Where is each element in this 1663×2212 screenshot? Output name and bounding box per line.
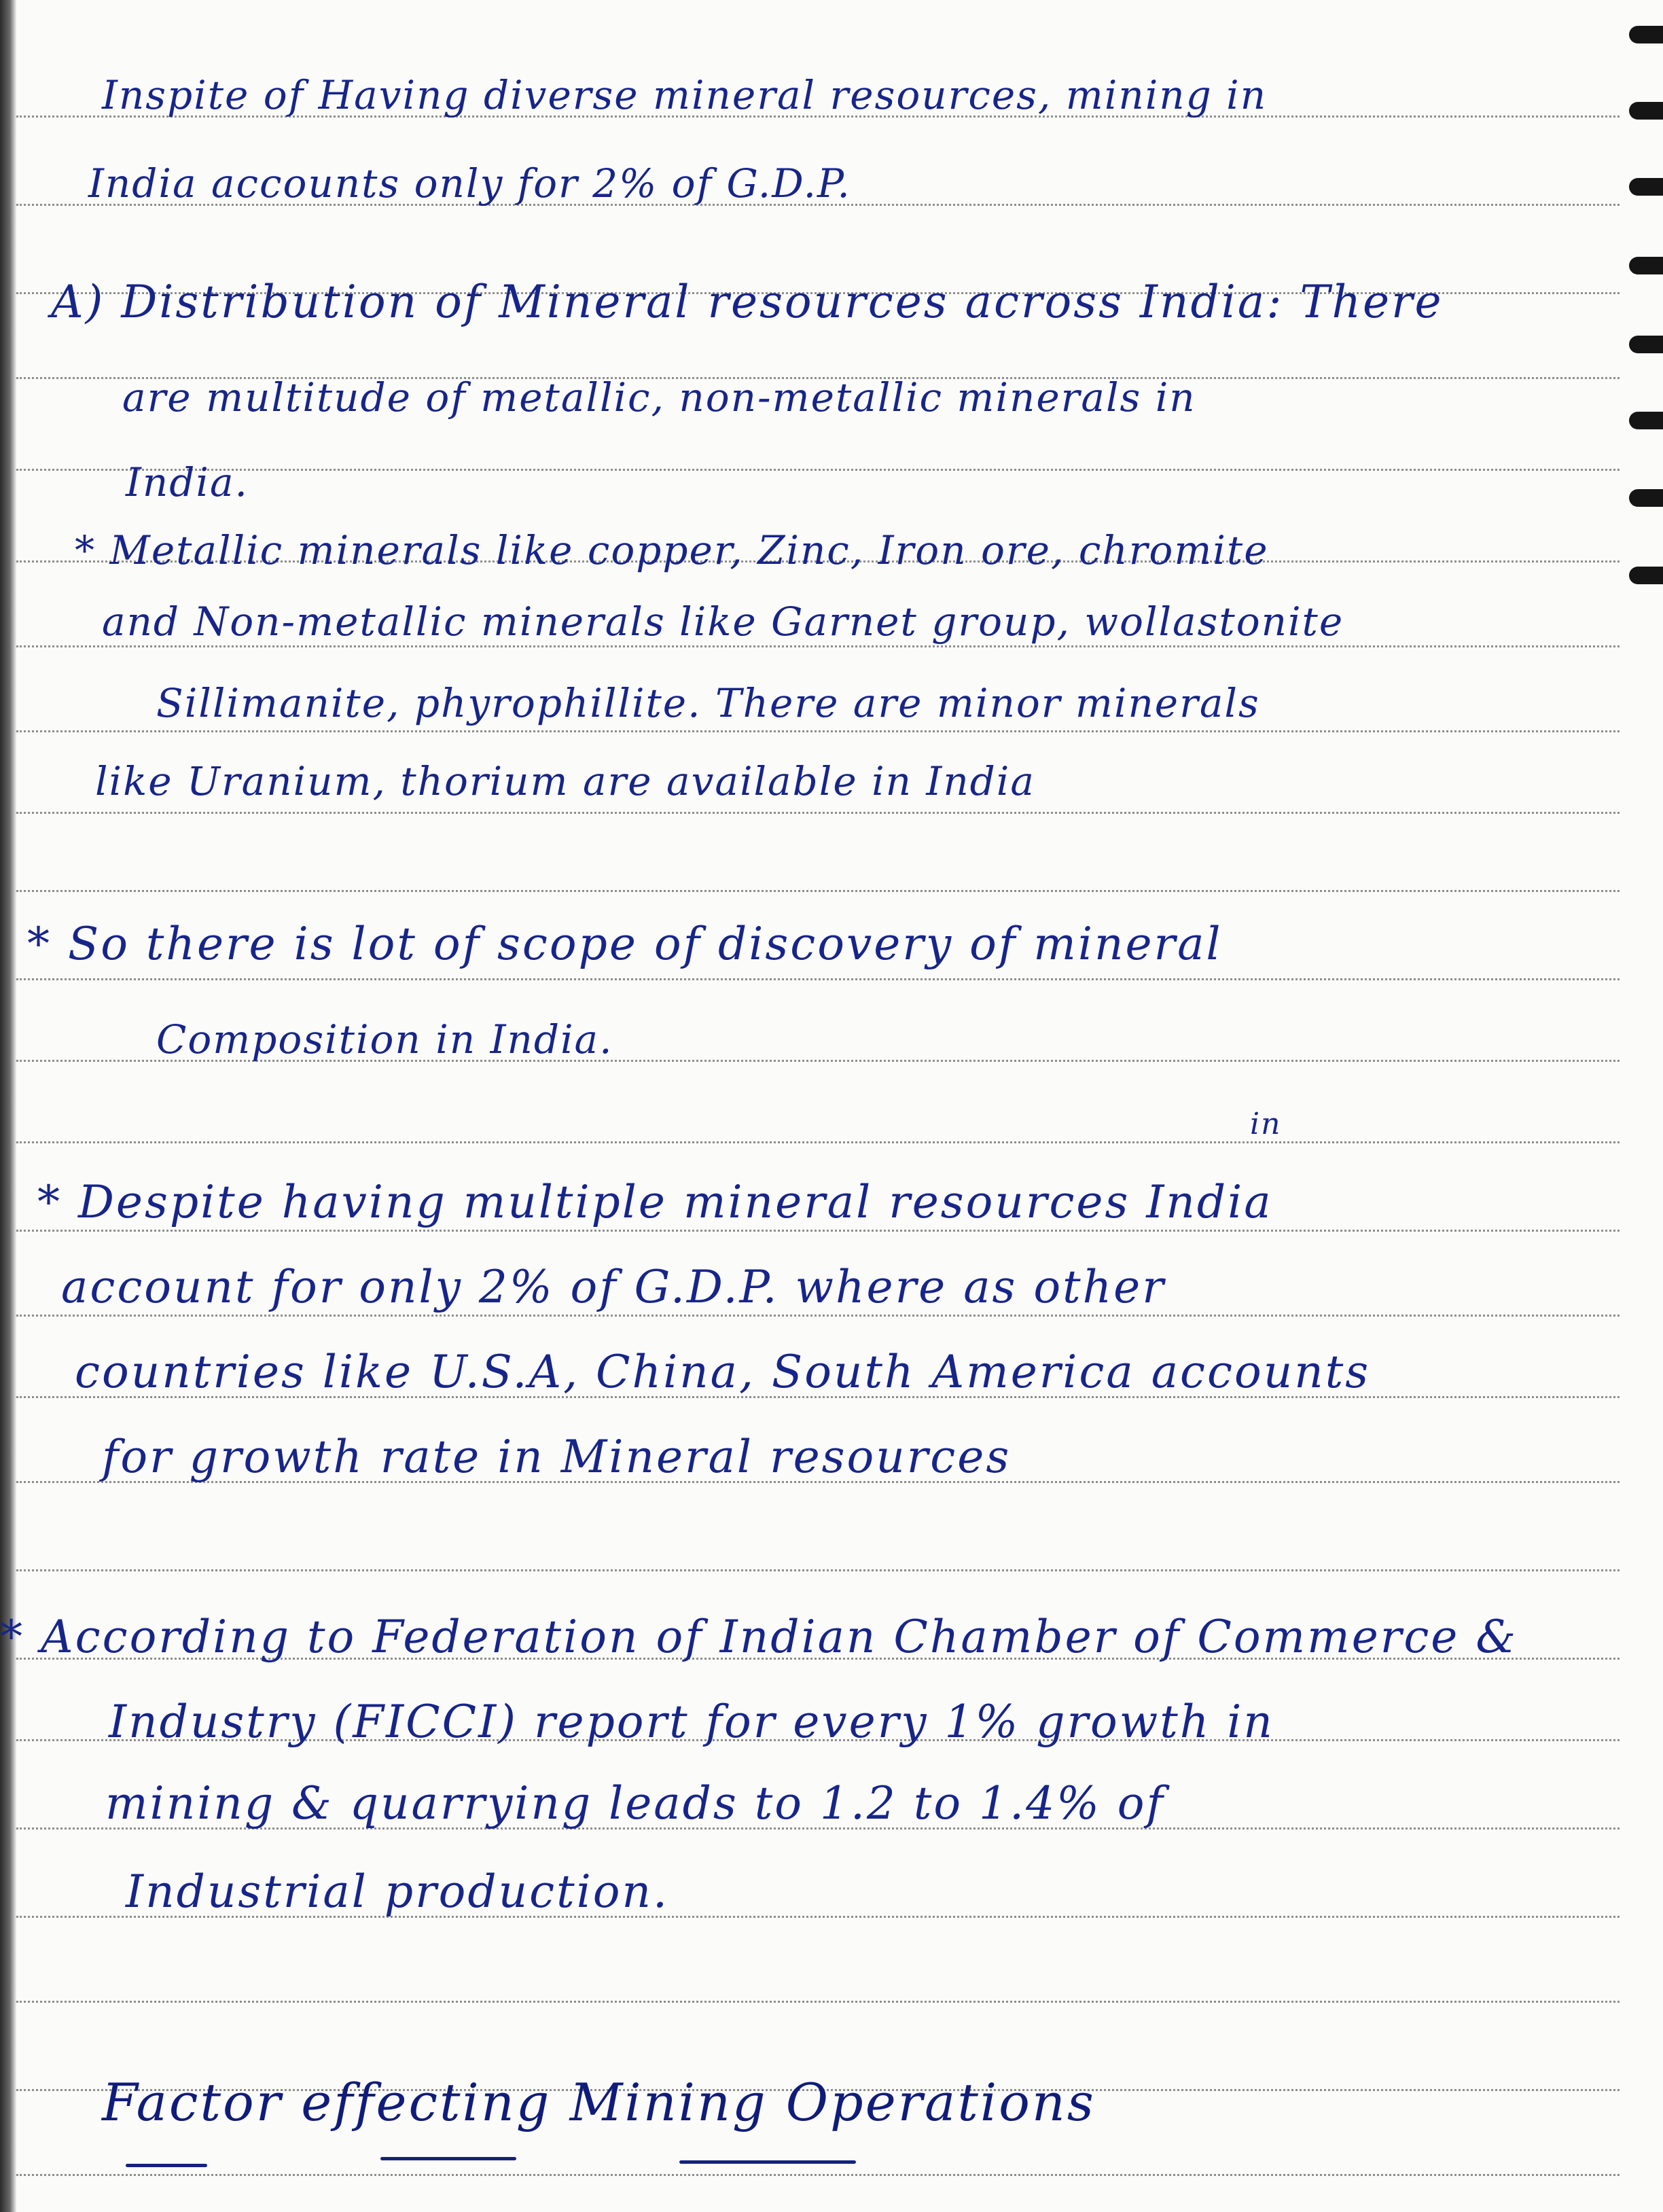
ruled-line xyxy=(16,1315,1620,1317)
ruled-line xyxy=(16,2174,1620,2176)
bullet-2-line-2: Composition in India. xyxy=(156,1016,613,1063)
ruled-line xyxy=(16,2001,1620,2003)
ruled-line xyxy=(16,469,1620,471)
ruled-line xyxy=(16,812,1620,814)
heading-underline-stroke xyxy=(679,2160,856,2164)
bullet-3-insert-mark: in xyxy=(1250,1107,1282,1141)
bullet-4-line-3: mining & quarrying leads to 1.2 to 1.4% of xyxy=(105,1777,1165,1830)
section-a-line-3: India. xyxy=(126,459,249,505)
section-a-line-1: A) Distribution of Mineral resources across India: There xyxy=(51,276,1444,328)
section-a-line-2: are multitude of metallic, non-metallic minerals in xyxy=(122,374,1196,421)
binding-hole xyxy=(1629,489,1663,507)
bullet-1-line-4: like Uranium, thorium are available in India xyxy=(95,758,1035,804)
bullet-3-line-3: countries like U.S.A, China, South America accounts xyxy=(75,1346,1371,1398)
ruled-line xyxy=(16,890,1620,892)
page-left-edge xyxy=(0,0,16,2212)
ruled-line xyxy=(16,1141,1620,1143)
binding-hole xyxy=(1629,26,1663,43)
bullet-3-line-1: * Despite having multiple mineral resources India xyxy=(37,1176,1273,1228)
binding-hole xyxy=(1629,336,1663,353)
ruled-line xyxy=(16,730,1620,732)
section-heading: Factor effecting Mining Operations xyxy=(102,2072,1096,2133)
ruled-line xyxy=(16,978,1620,980)
bullet-2-line-1: * So there is lot of scope of discovery of mineral xyxy=(27,918,1223,970)
intro-line-1: Inspite of Having diverse mineral resources, mining in xyxy=(102,72,1268,118)
binding-hole xyxy=(1629,257,1663,274)
spiral-binding xyxy=(1622,0,1663,2212)
bullet-4-line-1: * According to Federation of Indian Chamber of Commerce & xyxy=(0,1611,1518,1663)
bullet-4-line-2: Industry (FICCI) report for every 1% growth in xyxy=(109,1696,1274,1748)
bullet-3-line-2: account for only 2% of G.D.P. where as other xyxy=(61,1261,1166,1313)
binding-hole xyxy=(1629,412,1663,429)
heading-underline-stroke xyxy=(126,2164,207,2167)
ruled-line xyxy=(16,645,1620,647)
bullet-1-line-2: and Non-metallic minerals like Garnet group, wollastonite xyxy=(102,599,1344,645)
bullet-4-line-4: Industrial production. xyxy=(126,1866,669,1918)
binding-hole xyxy=(1629,178,1663,196)
bullet-1-line-1: * Metallic minerals like copper, Zinc, Iron ore, chromite xyxy=(75,527,1269,573)
intro-line-2: India accounts only for 2% of G.D.P. xyxy=(88,160,851,207)
bullet-1-line-3: Sillimanite, phyrophillite. There are minor minerals xyxy=(156,680,1260,726)
heading-underline-stroke xyxy=(380,2157,516,2160)
bullet-3-line-4: for growth rate in Mineral resources xyxy=(102,1431,1012,1483)
binding-hole xyxy=(1629,102,1663,120)
binding-hole xyxy=(1629,567,1663,584)
ruled-line xyxy=(16,1230,1620,1232)
ruled-line xyxy=(16,1569,1620,1571)
